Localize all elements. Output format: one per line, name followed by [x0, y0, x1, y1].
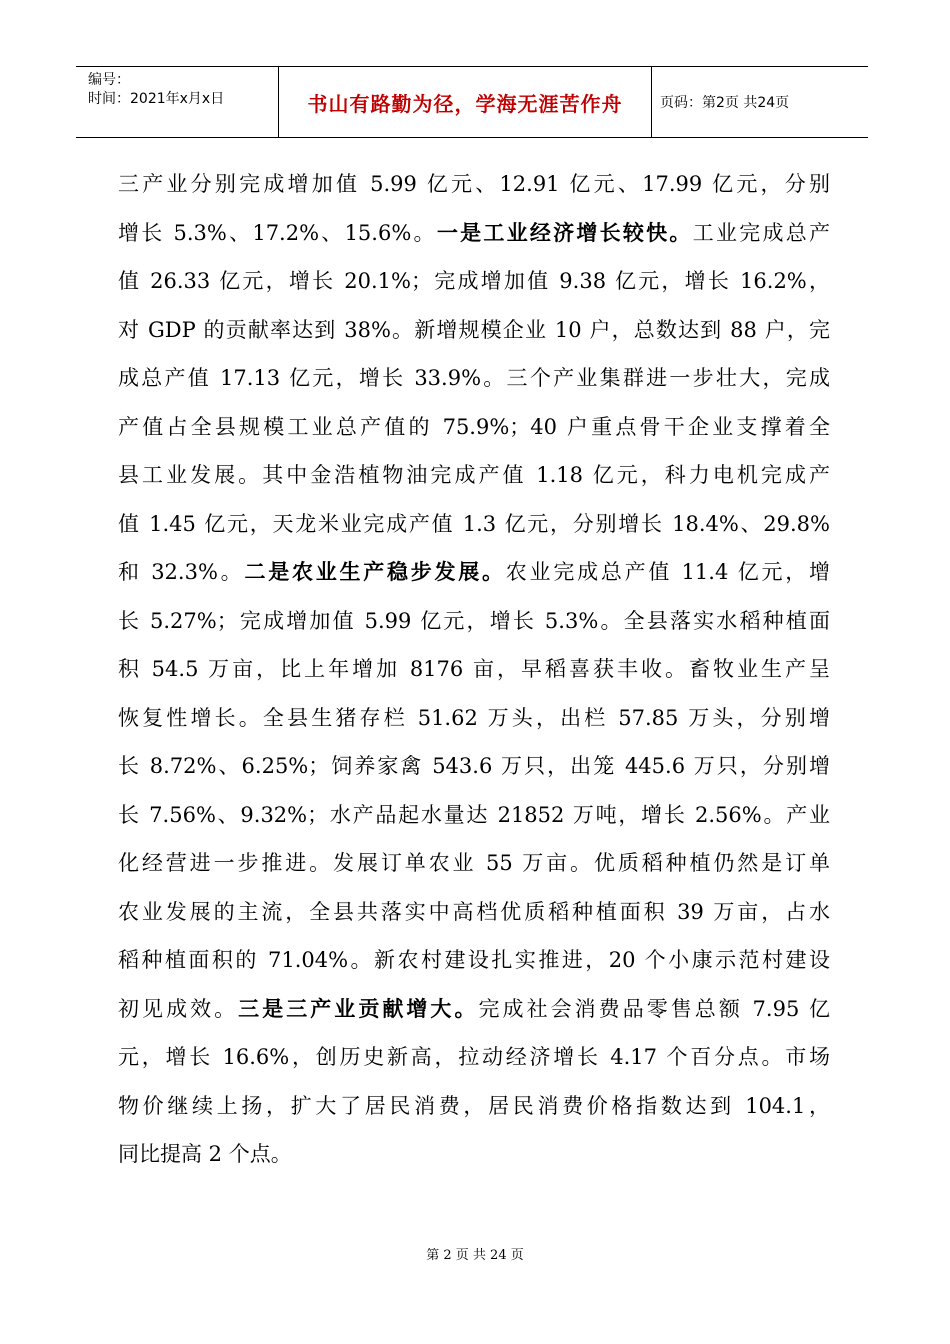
body-text: 三产业分别完成增加值 5.99 亿元、12.91 亿元、17.99 亿元，分别 [118, 172, 830, 196]
body-text: 物价继续上扬，扩大了居民消费，居民消费价格指数达到 104.1， [118, 1093, 830, 1118]
body-text: 农业完成总产值 11.4 亿元，增 [505, 560, 831, 584]
header-page-cell [652, 67, 868, 137]
body-text: 积 54.5 万亩，比上年增加 8176 亩，早稻喜获丰收。畜牧业生产呈 [118, 657, 830, 681]
body-line [118, 548, 830, 597]
body-text: 完成社会消费品零售总额 7.95 亿 [478, 996, 831, 1021]
date-label: 时间：2021年x月x日 [88, 91, 225, 107]
body-text: 长 5.27%；完成增加值 5.99 亿元，增长 5.3%。全县落实水稻种植面 [118, 608, 830, 633]
body-line [118, 354, 830, 403]
body-text: 长 7.56%、9.32%；水产品起水量达 21852 万吨，增长 2.56%。产业 [118, 802, 830, 827]
body-text: 长 8.72%、6.25%；饲养家禽 543.6 万只，出笼 445.6 万只，分别增 [118, 754, 830, 778]
body-line [118, 1130, 830, 1179]
body-text: 元，增长 16.6%，创历史新高，拉动经济增长 4.17 个百分点。市场 [118, 1045, 830, 1069]
body-line [118, 1033, 830, 1082]
bold-heading-text: 三是三产业贡献增大。 [238, 996, 479, 1021]
body-text: 恢复性增长。全县生猪存栏 51.62 万头，出栏 57.85 万头，分别增 [118, 705, 830, 730]
body-line [118, 888, 830, 937]
body-text: 农业发展的主流，全县共落实中高档优质稻种植面积 39 万亩，占水 [118, 899, 830, 924]
body-line [118, 985, 830, 1034]
body-line [118, 160, 830, 209]
serial-number-label: 编号： [88, 72, 130, 88]
motto-text: 书山有路勤为径，学海无涯苦作舟 [307, 91, 623, 116]
body-text: 初见成效。 [118, 996, 239, 1021]
body-text: 增长 5.3%、17.2%、15.6%。 [118, 220, 437, 245]
body-text: 成总产值 17.13 亿元，增长 33.9%。三个产业集群进一步壮大，完成 [118, 366, 830, 390]
body-text: 化经营进一步推进。发展订单农业 55 万亩。优质稻种植仍然是订单 [118, 851, 830, 875]
body-line [118, 500, 830, 549]
body-text: 值 26.33 亿元，增长 20.1%；完成增加值 9.38 亿元，增长 16.2%， [118, 269, 830, 293]
body-text: 和 32.3%。 [118, 560, 245, 584]
body-line [118, 645, 830, 694]
body-line [118, 694, 830, 743]
body-line [118, 451, 830, 500]
body-line [118, 403, 830, 452]
page-number-label: 页码：第2页 共24页 [660, 95, 790, 111]
document-body [118, 160, 830, 1179]
body-line [118, 936, 830, 985]
body-text: 稻种植面积的 71.04%。新农村建设扎实推进，20 个小康示范村建设 [118, 948, 830, 972]
body-text: 产值占全县规模工业总产值的 75.9%；40 户重点骨干企业支撑着全 [118, 414, 830, 439]
body-line [118, 257, 830, 306]
header-meta-cell [76, 67, 279, 137]
bold-heading-text: 一是工业经济增长较快。 [436, 220, 693, 245]
bold-heading-text: 二是农业生产稳步发展。 [244, 560, 506, 584]
header-motto-cell [279, 67, 652, 137]
page-header [76, 66, 868, 138]
body-line [118, 742, 830, 791]
body-text: 县工业发展。其中金浩植物油完成产值 1.18 亿元，科力电机完成产 [118, 463, 830, 487]
body-text: 值 1.45 亿元，天龙米业完成产值 1.3 亿元，分别增长 18.4%、29.8% [118, 511, 830, 536]
body-line [118, 839, 830, 888]
body-line [118, 1082, 830, 1131]
body-line [118, 306, 830, 355]
body-line [118, 791, 830, 840]
body-text: 对 GDP 的贡献率达到 38%。新增规模企业 10 户，总数达到 88 户，完 [118, 317, 830, 342]
body-text: 工业完成总产 [692, 220, 831, 245]
page-footer: 第 2 页 共 24 页 [426, 1248, 524, 1263]
body-text: 同比提高 2 个点。 [118, 1142, 292, 1166]
body-line [118, 209, 830, 258]
body-line [118, 597, 830, 646]
